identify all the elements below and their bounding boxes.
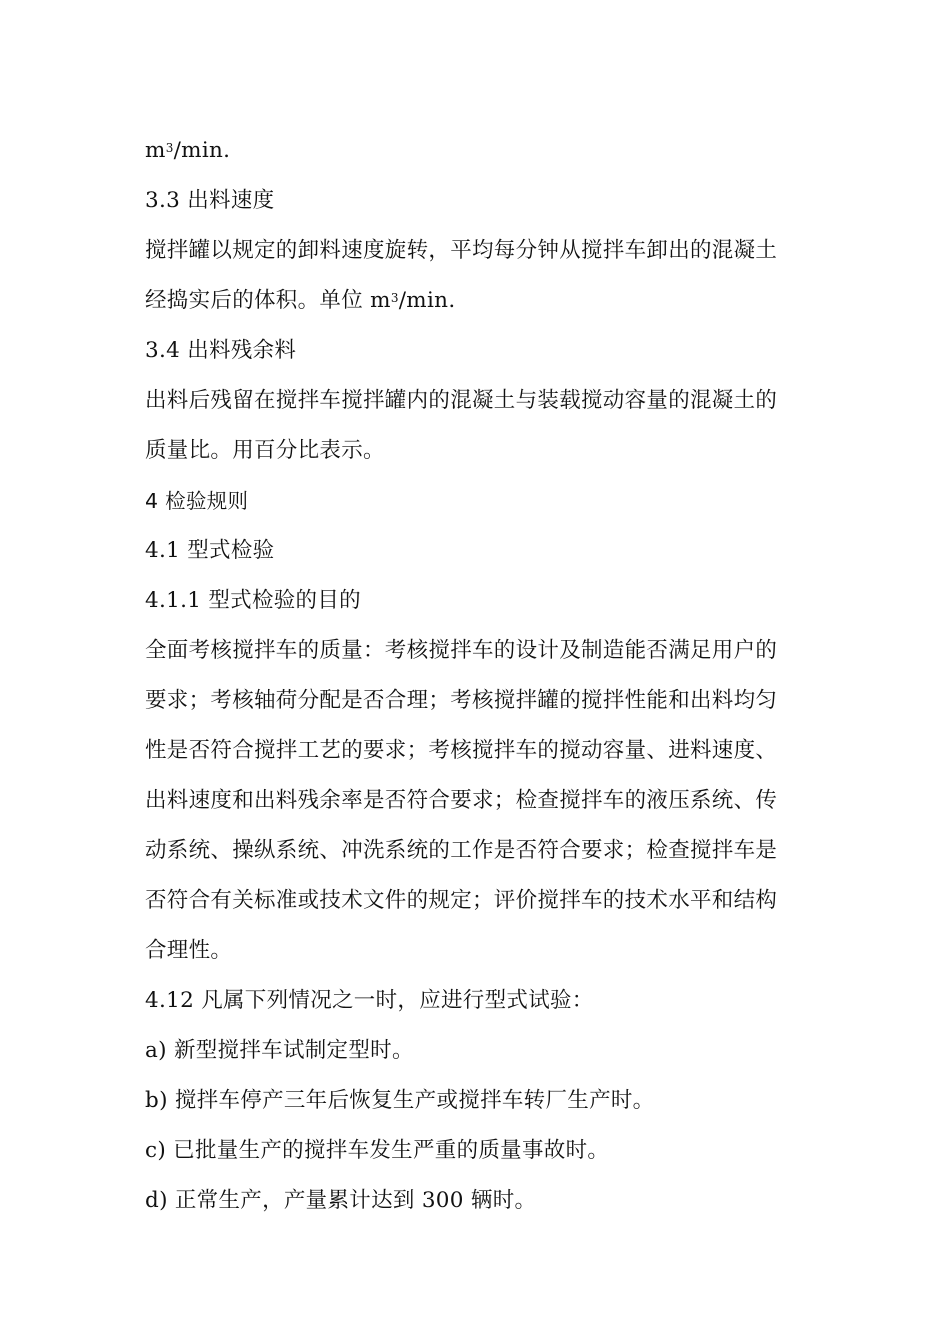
unit-rest: /min. [173,138,231,163]
list-item: b) 搅拌车停产三年后恢复生产或搅拌车转厂生产时。 [145,1088,655,1113]
section-4-1-1-text-line: 全面考核搅拌车的质量：考核搅拌车的设计及制造能否满足用户的 [145,638,778,663]
section-4-12-title: 4.12 凡属下列情况之一时，应进行型式试验： [145,988,594,1013]
unit-base: m [145,138,166,163]
section-3-3-text-line-1: 搅拌罐以规定的卸料速度旋转，平均每分钟从搅拌车卸出的混凝土 [145,238,778,263]
section-3-3-text-line-2 [145,286,455,316]
section-3-4-title: 3.4 出料残余料 [145,338,297,363]
line-prefix: 经捣实后的体积。单位 m [145,288,391,313]
section-4-1-1-text-line: 合理性。 [145,938,233,963]
section-4-1-1-text-line: 要求；考核轴荷分配是否合理；考核搅拌罐的搅拌性能和出料均匀 [145,688,778,713]
section-4-1-1-title: 4.1.1 型式检验的目的 [145,588,361,613]
section-4-title: 4 检验规则 [145,489,249,513]
list-item: c) 已批量生产的搅拌车发生严重的质量事故时。 [145,1138,610,1163]
unit-superscript: 3 [390,291,399,305]
section-4-1-title: 4.1 型式检验 [145,538,275,563]
section-3-4-text-line-1: 出料后残留在搅拌车搅拌罐内的混凝土与装载搅动容量的混凝土的 [145,388,778,413]
unit-line [145,136,230,166]
line-suffix: /min. [398,288,456,313]
section-4-1-1-text-line: 出料速度和出料残余率是否符合要求；检查搅拌车的液压系统、传 [145,788,778,813]
section-4-1-1-text-line: 否符合有关标准或技术文件的规定；评价搅拌车的技术水平和结构 [145,888,778,913]
section-3-3-title: 3.3 出料速度 [145,188,275,213]
section-4-1-1-text-line: 性是否符合搅拌工艺的要求；考核搅拌车的搅动容量、进料速度、 [145,738,778,763]
section-3-4-text-line-2: 质量比。用百分比表示。 [145,438,385,463]
section-4-1-1-text-line: 动系统、操纵系统、冲洗系统的工作是否符合要求；检查搅拌车是 [145,838,778,863]
list-item: d) 正常生产，产量累计达到 300 辆时。 [145,1188,537,1213]
unit-superscript: 3 [165,141,174,155]
list-item: a) 新型搅拌车试制定型时。 [145,1038,414,1063]
